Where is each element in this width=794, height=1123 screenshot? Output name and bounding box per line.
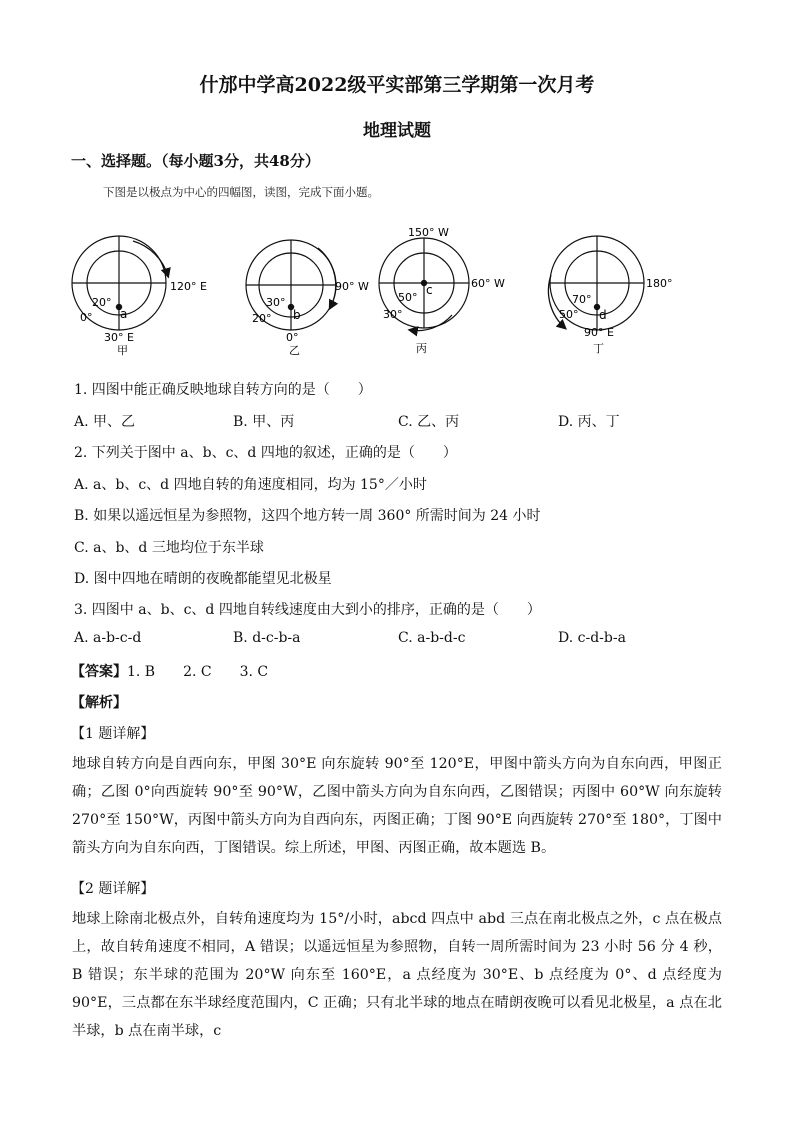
- yi-caption: 乙: [289, 344, 300, 357]
- question-1-option-d: D. 丙、丁: [558, 414, 620, 430]
- question-2-option-d: D. 图中四地在晴朗的夜晚都能望见北极星: [74, 571, 332, 587]
- question-1-option-b: B. 甲、丙: [233, 414, 295, 430]
- question-2-option-a: A. a、b、c、d 四地自转的角速度相同，均为 15°／小时: [74, 477, 427, 493]
- q2-analysis-title: 【2 题详解】: [71, 881, 155, 897]
- question-3-option-c: C. a-b-d-c: [398, 630, 466, 646]
- q1-analysis-body: 地球自转方向是自西向东，甲图 30°E 向东旋转 90°至 120°E，甲图中箭头方向为自东向西，甲图正确；乙图 0°向西旋转 90°至 90°W，乙图中箭头方向为自东向西，乙图错误；丙图中 60°W 向东旋转 270°至 150°W，丙图中箭头方向为自西向东，丙图正确；丁图 90°E 向西旋转 270°至 180°，丁图中箭头方向为自东向西，丁图错误。综上所述，甲图、丙图正确，故本题选 B。: [72, 756, 722, 856]
- bing-lon-north: 150° W: [408, 226, 449, 239]
- subject-title: 地理试题: [363, 121, 431, 141]
- section-instruction: 下图是以极点为中心的四幅图，读图，完成下面小题。: [103, 185, 379, 199]
- yi-lat-outer: 20°: [252, 312, 272, 325]
- bing-caption: 丙: [416, 342, 427, 355]
- jia-lon-south: 30° E: [104, 331, 134, 344]
- yi-lat-inner: 30°: [266, 296, 286, 309]
- question-3-option-d: D. c-d-b-a: [558, 630, 626, 646]
- yi-lon-west: 90° W: [335, 280, 369, 293]
- question-1-stem: 1. 四图中能正确反映地球自转方向的是（ ）: [74, 382, 372, 398]
- jia-point-a: a: [120, 307, 128, 321]
- question-3-option-b: B. d-c-b-a: [233, 630, 301, 646]
- jia-lon-east: 120° E: [170, 280, 207, 293]
- section-heading: 一、选择题。（每小题3分，共48分）: [71, 152, 320, 170]
- bing-lat-outer: 30°: [383, 308, 403, 321]
- question-2-option-b: B. 如果以遥远恒星为参照物，这四个地方转一周 360° 所需时间为 24 小时: [74, 508, 541, 524]
- polar-diagrams-figure: [60, 220, 720, 360]
- question-3-option-a: A. a-b-c-d: [74, 630, 142, 646]
- answer-line: [71, 661, 268, 681]
- q2-analysis-body: 地球上除南北极点外，自转角速度均为 15°/小时，abcd 四点中 abd 三点在南北极点之外，c 点在极点上，故自转角速度不相同，A 错误；以遥远恒星为参照物，自转一周所需时间为 23 小时 56 分 4 秒，B 错误；东半球的范围为 20°W 向东至 160°E，a 点经度为 30°E、b 点经度为 0°、d 点经度为 90°E，三点都在东半球经度范围内，C 正确；只有北半球的地点在晴朗夜晚可以看见北极星，a 点在北半球，b 点在南半球，c: [72, 911, 722, 1039]
- ding-lat-outer: 50°: [559, 308, 579, 321]
- answer-tag: 【答案】: [71, 664, 127, 680]
- ding-lon-south: 90° E: [584, 326, 614, 339]
- exam-title: 什邡中学高2022级平实部第三学期第一次月考: [199, 74, 595, 96]
- bing-lat-inner: 50°: [398, 291, 418, 304]
- yi-point-b: b: [293, 308, 301, 322]
- question-2-option-c: C. a、b、d 三地均位于东半球: [74, 540, 264, 556]
- jia-caption: 甲: [117, 344, 128, 357]
- bing-lon-east: 60° W: [471, 277, 505, 290]
- question-1-option-c: C. 乙、丙: [398, 414, 460, 430]
- ding-point-d: d: [599, 308, 607, 322]
- ding-caption: 丁: [593, 342, 604, 355]
- question-2-stem: 2. 下列关于图中 a、b、c、d 四地的叙述，正确的是（ ）: [74, 445, 457, 461]
- bing-point-c: c: [426, 283, 433, 297]
- answer-values: 1. B 2. C 3. C: [127, 664, 269, 680]
- ding-lon-east: 180°: [646, 277, 673, 290]
- question-1-option-a: A. 甲、乙: [74, 414, 136, 430]
- jia-lat-inner: 20°: [92, 296, 112, 309]
- ding-lat-inner: 70°: [572, 293, 592, 306]
- yi-lon-south: 0°: [286, 331, 299, 344]
- question-3-stem: 3. 四图中 a、b、c、d 四地自转线速度由大到小的排序，正确的是（ ）: [74, 602, 541, 618]
- q1-analysis-title: 【1 题详解】: [71, 726, 155, 742]
- jia-lat-outer: 0°: [80, 311, 93, 324]
- analysis-tag: 【解析】: [71, 695, 127, 711]
